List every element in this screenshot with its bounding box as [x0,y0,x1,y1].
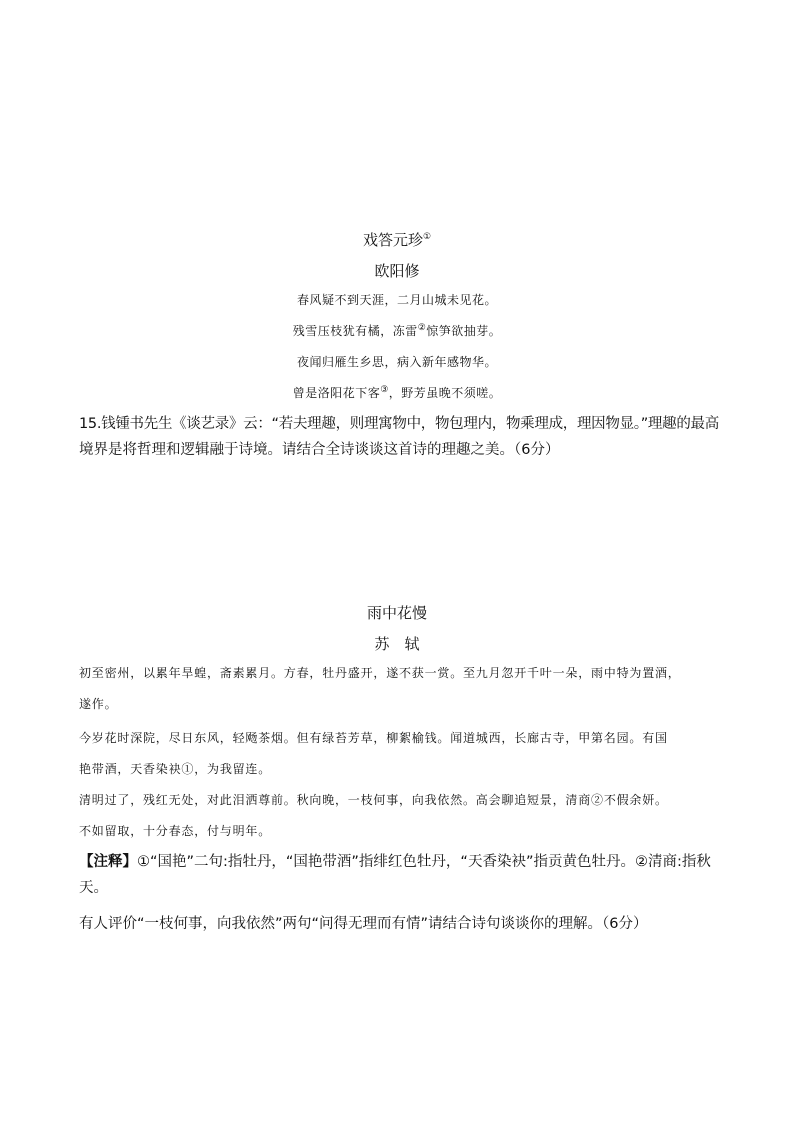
poem1-title [0,229,794,250]
question-15-line-1: 15.钱锺书先生《谈艺录》云：“若夫理趣，则理寓物中，物包理内，物乘理成，理因物显。”理趣的最高 [79,416,719,432]
poem2-stanza1-line-2-after: ，为我留连。 [194,762,272,776]
poem1-line-1-text: 春风疑不到天涯，二月山城未见花。 [296,293,497,307]
poem1-line-2-before: 残雪压枝犹有橘，冻雷 [292,324,418,338]
poem1-line-4-mark: ③ [380,385,389,395]
question-15-line-2: 境界是将哲理和逻辑融于诗境。请结合全诗谈谈这首诗的理趣之美。（6分） [79,442,560,458]
poem2-author: 苏 轼 [374,635,420,653]
notes [79,849,729,901]
poem1-author: 欧阳修 [374,262,420,280]
poem2-preface-line-1: 初至密州，以累年旱蝗，斋素累月。方春，牡丹盛开，遂不获一赏。至九月忽开千叶一朵，雨中特为置酒， [79,666,681,680]
poem1-title-note-mark: ① [422,232,432,242]
poem2-stanza2-line-1-after: 不假余妍。 [603,793,668,807]
poem2-stanza2-line-2: 不如留取，十分春态，付与明年。 [79,824,272,838]
notes-text-line-1: ①“国艳”二句:指牡丹，“国艳带酒”指绯红色牡丹，“天香染袂”指贡黄色牡丹。②清商:指秋 [137,854,711,870]
poem2-stanza2-line-1 [79,791,729,808]
poem1-title-text: 戏答元珍 [362,231,423,249]
poem2-stanza1-note-mark: ① [181,762,195,776]
poem2-title: 雨中花慢 [366,604,427,622]
question-15 [79,411,719,463]
poem1-line-3-text: 夜闻归雁生乡思，病入新年感物华。 [296,355,497,369]
poem2-stanza1-line-2 [79,760,729,777]
poem1-line-4 [0,384,794,401]
poem2-stanza1-line-1: 今岁花时深院，尽日东风，轻飏茶烟。但有绿苔芳草，柳絮榆钱。闻道城西，长廊古寺，甲第名园。有国 [79,731,668,745]
poem2-preface-line-2: 遂作。 [79,697,118,711]
notes-line-1 [79,849,729,875]
poem1-line-1 [0,291,794,308]
poem2-stanza1-line-2-before: 艳带酒，天香染袂 [79,762,182,776]
poem1-line-2-after: 惊笋欲抽芽。 [426,324,502,338]
poem2-stanza2-note-mark: ② [591,793,604,807]
poem1-line-4-before: 曾是洛阳花下客 [292,386,381,400]
question-16: 有人评价“一枝何事，向我依然”两句“问得无理而有情”请结合诗句谈谈你的理解。（6分） [79,916,648,932]
notes-label: 【注释】 [79,854,137,870]
poem1-line-3 [0,353,794,370]
notes-text-line-2: 天。 [79,880,108,896]
poem1-line-2 [0,322,794,339]
poem1-line-4-after: ，野芳虽晚不须嗟。 [388,386,502,400]
poem1-line-2-mark: ② [417,323,427,333]
poem2-stanza2-line-1-before: 清明过了，残红无处，对此泪洒尊前。秋向晚，一枝何事，向我依然。高会聊追短景，清商 [79,793,592,807]
